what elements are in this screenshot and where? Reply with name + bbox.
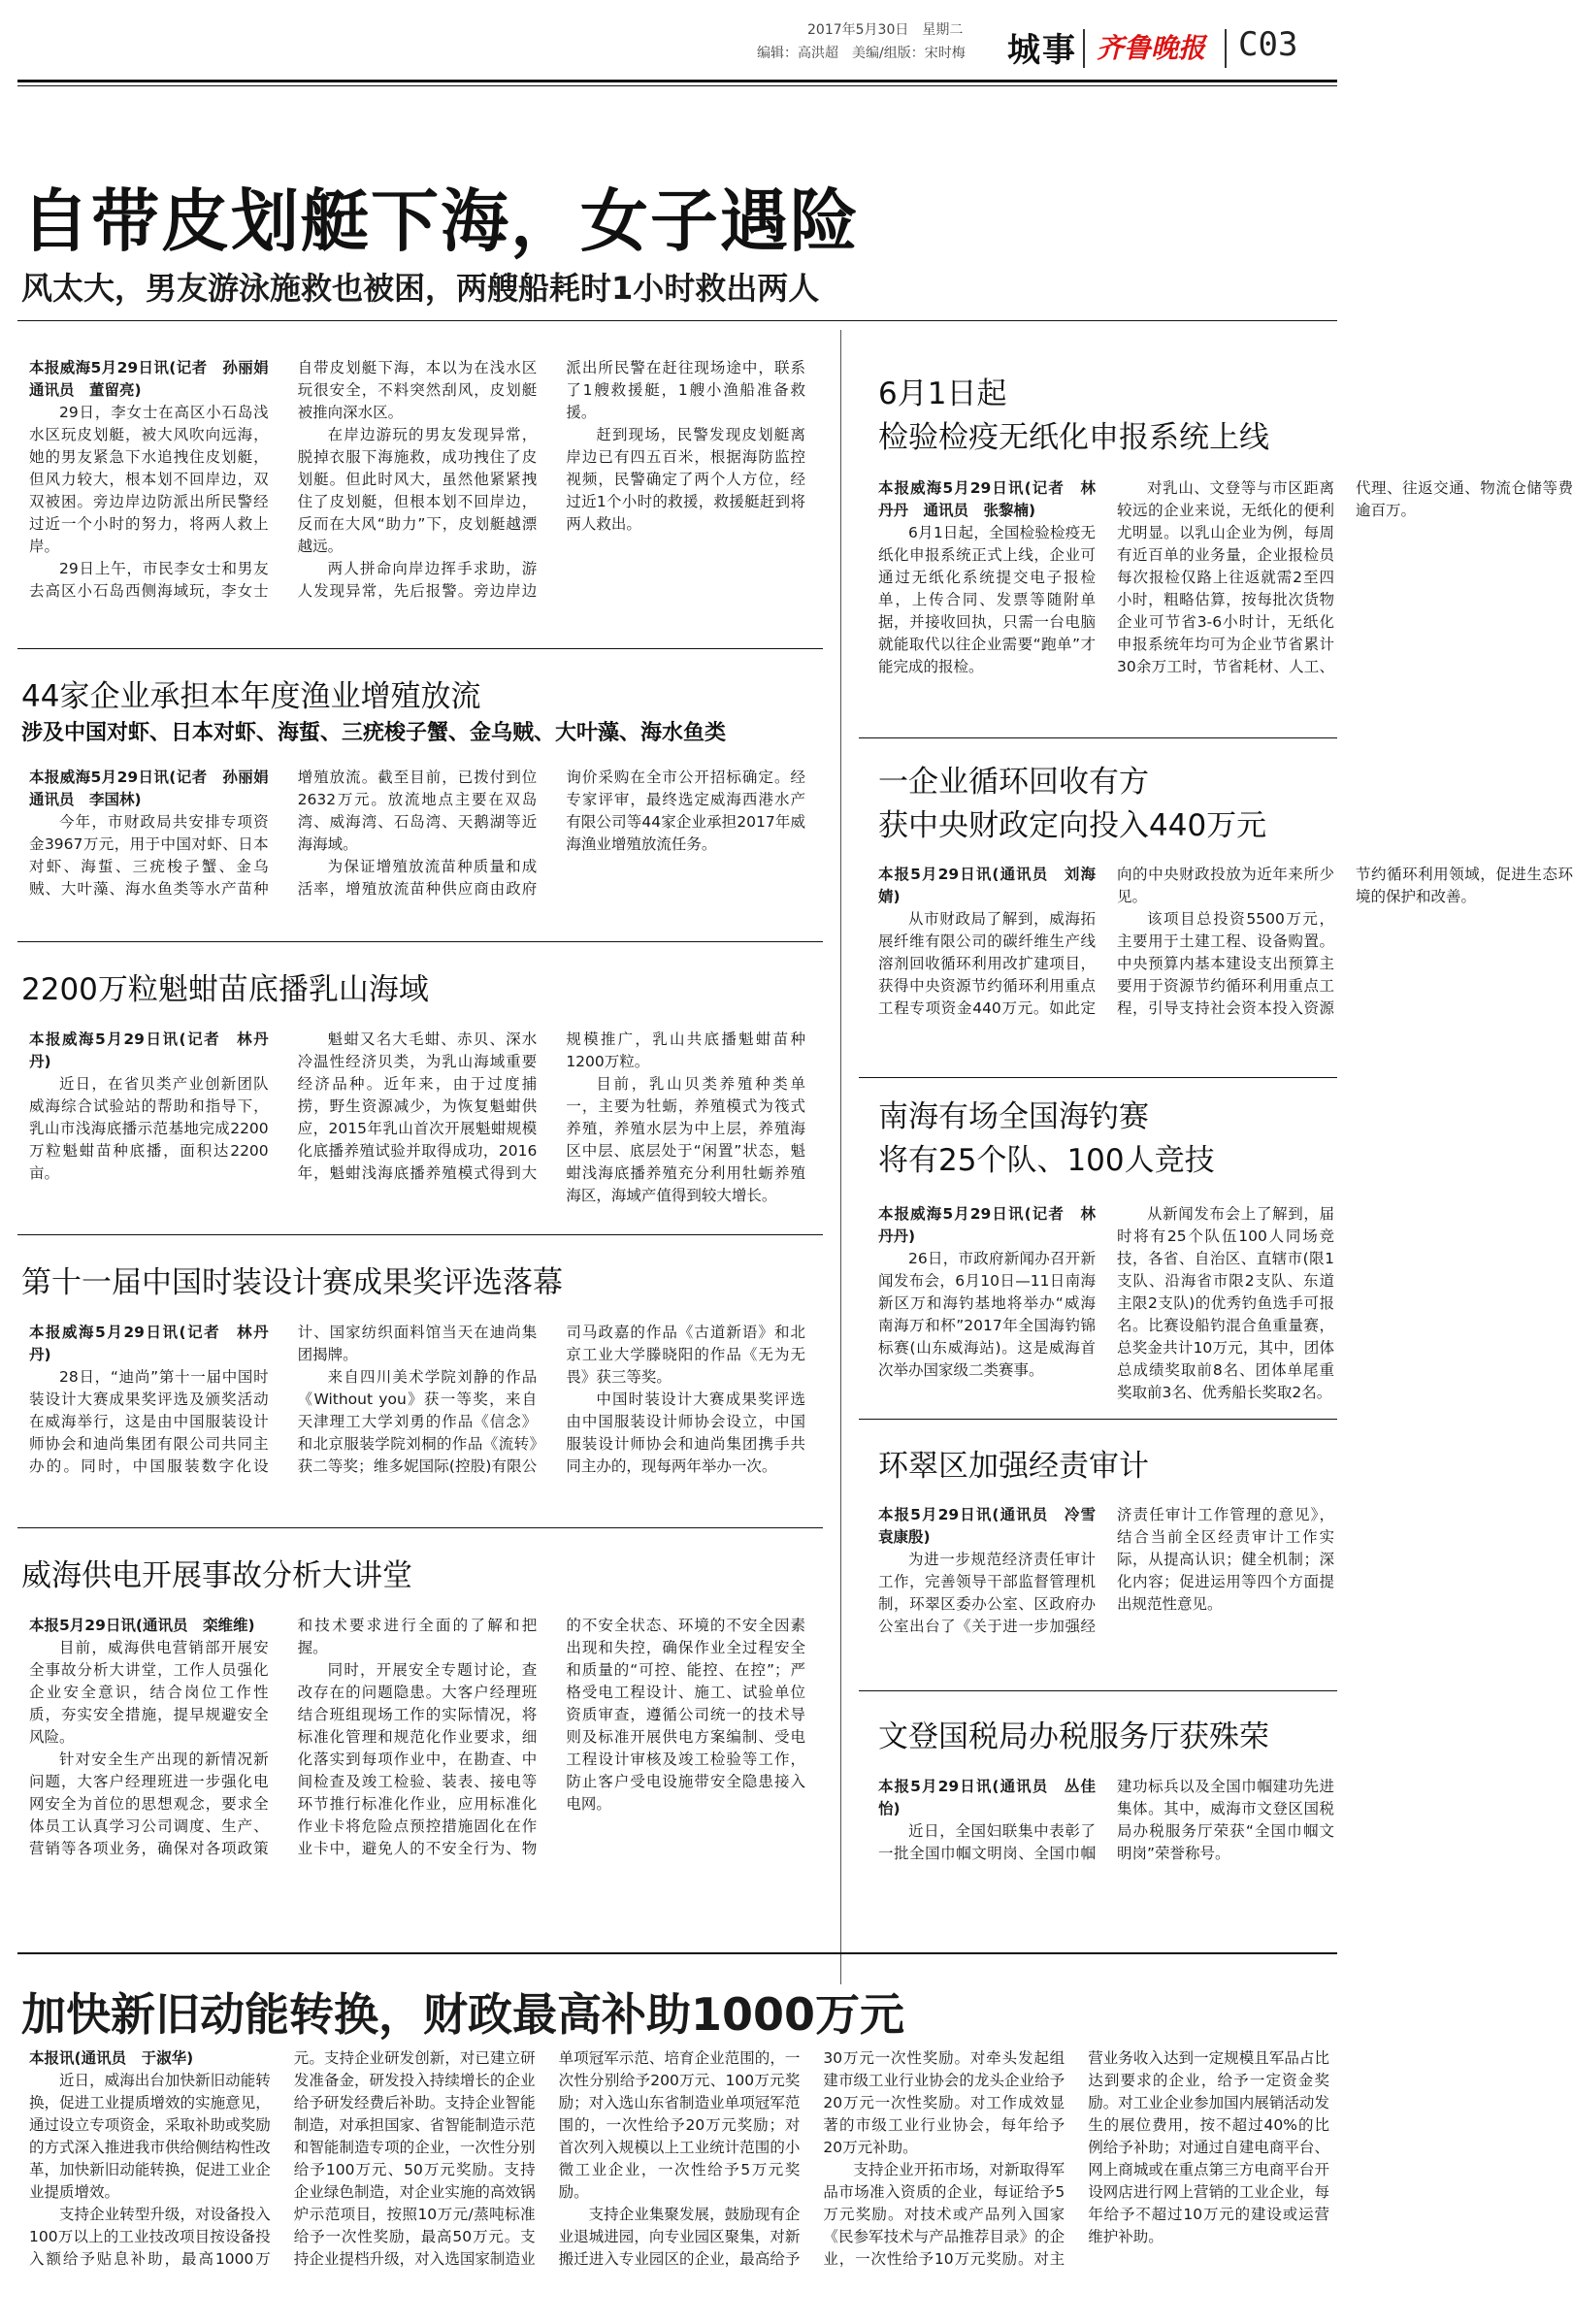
paragraph: 从新闻发布会上了解到，届时将有25个队伍100人同场竞技，各省、自治区、直辖市(限1支队、沿海省市限2支队、东道主限2支队)的优秀钓鱼选手可报名。比赛设船钓混合鱼重量赛，总奖金共计10万元，其中，团体总成绩奖取前8名、团体单尾重奖取前3名、优秀船长奖取2名。 xyxy=(1117,1205,1334,1401)
paragraph: 从市财政局了解到，威海拓展纤维有限公司的碳纤维生产线溶剂回收循环利用改扩建项目，获得中央资源节约循环利用重点工程专项资金440万元。如此定向的中央财政投放为近年来所少见。 xyxy=(878,866,1334,1017)
paragraph: 支持企业转型升级，对设备投入100万以上的工业技改项目按设备投入额给予贴息补助，最高1000万元。支持企业研发创新，对已建立研发准备金，研发投入持续增长的企业给予研发经费后补助。支持企业智能制造，对承担国家、省智能制造示范和智能制造专项的企业，一次性分别给予100万元、50万元奖励。支持企业绿色制造，对企业实施的高效锅炉示范项目，按照10万元/蒸吨标准给予一次性奖励，最高50万元。支持企业提档升级，对入选国家制造业单项冠军示范、培育企业范围的，一次性分别给予200万元、100万元奖励；对入选山东省制造业单项冠军范围的，一次性给予20万元奖励；对首次列入规模以上工业统计范围的小微工业企业，一次性给予5万元奖励。 xyxy=(29,2049,801,2268)
paragraph: 为保证增殖放流苗种质量和成活率，增殖放流苗种供应商由政府询价采购在全市公开招标确定。经专家评审，最终选定威海西港水产有限公司等44家企业承担2017年威海渔业增殖放流任务。 xyxy=(297,769,805,898)
paragraph: 同时，开展安全专题讨论，查改存在的问题隐患。大客户经理班结合班组现场工作的实际情况，将标准化管理和规范化作业要求，细化落实到每项作业中，在勘查、中间检查及竣工检验、装表、接电等环节推行标准化作业，应用标准化作业卡将危险点预控措施固化在作业卡中，避免人的不安全行为、物的不安全状态、环境的不安全因素出现和失控，确保作业全过程安全和质量的“可控、能控、在控”；严格受电工程设计、施工、试验单位资质审查，遵循公司统一的技术导则及标准开展供电方案编制、受电工程设计审核及竣工检验等工作，防止客户受电设施带安全隐患接入电网。 xyxy=(297,1617,805,1857)
tax-body: 本报5月29日讯(通讯员 丛佳怡) 近日，全国妇联集中表彰了一批全国巾帼文明岗、全国巾帼建功标兵以及全国巾帼建功先进集体。其中，威海市文登区国税局办税服务厅荣获“全国巾帼文明岗”荣誉称号。 xyxy=(878,1776,1334,1892)
byline: 本报威海5月29日讯(记者 孙丽娟 通讯员 董留亮) xyxy=(29,359,284,399)
paragraph: 29日，李女士在高区小石岛浅水区玩皮划艇，被大风吹向远海，她的男友紧急下水追拽住皮划艇，但风力较大，根本划不回岸边，双双被困。旁边岸边防派出所民警经过近一个小时的努力，将两人救上岸。 xyxy=(29,404,269,555)
fishing-body: 本报威海5月29日讯(记者 林丹丹) 26日，市政府新闻办召开新闻发布会，6月10日—11日南海新区万和海钓基地将举办“威海南海万和杯”2017年全国海钓锦标赛(山东威海站)。这是威海首次举办国家级二类赛事。 从新闻发布会上了解到，届时将有25个队伍100人同场竞技，各省、自治区、直辖市(限1支队、沿海省市限2支队、东道主限2支队)的优秀钓鱼选手可报名。比赛设船钓混合鱼重量赛，总奖金共计10万元，其中，团体总成绩奖取前8名、团体单尾重奖取前3名、优秀船长奖取2名。 xyxy=(878,1203,1334,1407)
paragraph: 针对安全生产出现的新情况新问题，大客户经理班进一步强化电网安全为首位的思想观念，要求全体员工认真学习公司调度、生产、营销等各项业务，确保对各项政策和技术要求进行全面的了解和把握。 xyxy=(29,1617,538,1857)
paragraph: 28日，“迪尚”第十一届中国时装设计大赛成果奖评选及颁奖活动在威海举行，这是由中国服装设计师协会和迪尚集团有限公司共同主办的。同时，中国服装数字化设计、国家纺织面料馆当天在迪尚集团揭牌。 xyxy=(29,1324,538,1475)
paragraph: 该项目总投资5500万元，主要用于土建工程、设备购置。中央预算内基本建设支出预算主要用于资源节约循环利用重点工程，引导支持社会资本投入资源节约循环利用领域，促进生态环境的保护和改善。 xyxy=(1117,866,1573,1017)
inspection-body: 本报威海5月29日讯(记者 林丹丹 通讯员 张黎楠) 6月1日起，全国检验检疫无纸化申报系统正式上线，企业可通过无纸化系统提交电子报检单，上传合同、发票等随附单据，并接收回执，只需一台电脑就能取代以往企业需要“跑单”才能完成的报检。 对乳山、文登等与市区距离较远的企业来说，无纸化的便利尤明显。以乳山企业为例，每周有近百单的业务量，企业报检员每次报检仅路上往返就需2至四小时，粗略估算，按每批次货物企业可节省3-6小时计，无纸化申报系统年均可为企业节省累计30余万工时，节省耗材、人工、代理、往返交通、物流仓储等费逾百万。 xyxy=(878,477,1334,720)
issue-date: 2017年5月30日 星期二 xyxy=(807,22,964,38)
paragraph: 支持企业集聚发展，鼓励现有企业退城进园，向专业园区聚集，对新搬迁进入专业园区的企业，最高给予30万元一次性奖励。对牵头发起组建市级工业行业协会的龙头企业给予20万元一次性奖励。对工作成效显著的市级工业行业协会，每年给予20万元补助。 xyxy=(558,2049,1065,2268)
column-divider xyxy=(840,330,841,1984)
fishing-headline-line2: 将有25个队、100人竞技 xyxy=(878,1143,1215,1178)
newspaper-logo: 齐鲁晚报 xyxy=(1097,32,1206,64)
fishing-headline-line1: 南海有场全国海钓赛 xyxy=(878,1099,1149,1134)
paragraph: 对乳山、文登等与市区距离较远的企业来说，无纸化的便利尤明显。以乳山企业为例，每周有近百单的业务量，企业报检员每次报检仅路上往返就需2至四小时，粗略估算，按每批次货物企业可节省3-6小时计，无纸化申报系统年均可为企业节省累计30余万工时，节省耗材、人工、代理、往返交通、物流仓储等费逾百万。 xyxy=(1117,479,1573,675)
paragraph: 近日，全国妇联集中表彰了一批全国巾帼文明岗、全国巾帼建功标兵以及全国巾帼建功先进集体。其中，威海市文登区国税局办税服务厅荣获“全国巾帼文明岗”荣誉称号。 xyxy=(878,1778,1334,1862)
fishery-headline: 44家企业承担本年度渔业增殖放流 xyxy=(21,679,481,714)
header-rule xyxy=(17,80,1337,82)
audit-body: 本报5月29日讯(通讯员 冷雪 袁康殷) 为进一步规范经济责任审计工作，完善领导干部监督管理机制，环翠区委办公室、区政府办公室出台了《关于进一步加强经济责任审计工作管理的意见》，结合当前全区经责审计工作实际，从提高认识；健全机制；深化内容；促进运用等四个方面提出规范性意见。 xyxy=(878,1504,1334,1640)
fishery-body: 本报威海5月29日讯(记者 孙丽娟 通讯员 李国林) 今年，市财政局共安排专项资金3967万元，用于中国对虾、日本对虾、海蜇、三疣梭子蟹、金乌贼、大叶藻、海水鱼类等水产苗种增殖放流。截至目前，已拨付到位2632万元。放流地点主要在双岛湾、威海湾、石岛湾、天鹅湖等近海海域。 为保证增殖放流苗种质量和成活率，增殖放流苗种供应商由政府询价采购在全市公开招标确定。经专家评审，最终选定威海西港水产有限公司等44家企业承担2017年威海渔业增殖放流任务。 xyxy=(29,767,805,922)
editor-credits: 编辑：高洪超 美编/组版：宋时梅 xyxy=(757,46,966,61)
header-rule xyxy=(17,85,1337,86)
lead-subheadline: 风太大，男友游泳施救也被困，两艘船耗时1小时救出两人 xyxy=(21,270,820,307)
audit-headline: 环翠区加强经责审计 xyxy=(878,1449,1149,1484)
clam-headline: 2200万粒魁蚶苗底播乳山海域 xyxy=(21,972,429,1007)
lead-headline: 自带皮划艇下海，女子遇险 xyxy=(21,181,860,261)
section-rule xyxy=(17,1234,823,1235)
section-rule xyxy=(859,1690,1337,1691)
lead-rule xyxy=(17,320,1337,321)
header-divider xyxy=(1083,29,1085,68)
section-name: 城事 xyxy=(1007,31,1077,70)
section-rule xyxy=(859,737,1337,738)
energy-body: 本报讯(通讯员 于淑华) 近日，威海出台加快新旧动能转换，促进工业提质增效的实施意见，通过设立专项资金，采取补助或奖励的方式深入推进我市供给侧结构性改革，加快新旧动能转换，促进工业企业提质增效。 支持企业转型升级，对设备投入100万以上的工业技改项目按设备投入额给予贴息补助，最高1000万元。支持企业研发创新，对已建立研发准备金，研发投入持续增长的企业给予研发经费后补助。支持企业智能制造，对承担国家、省智能制造示范和智能制造专项的企业，一次性分别给予100万元、50万元奖励。支持企业绿色制造，对企业实施的高效锅炉示范项目，按照10万元/蒸吨标准给予一次性奖励，最高50万元。支持企业提档升级，对入选国家制造业单项冠军示范、培育企业范围的，一次性分别给予200万元、100万元奖励；对入选山东省制造业单项冠军范围的，一次性给予20万元奖励；对首次列入规模以上工业统计范围的小微工业企业，一次性给予5万元奖励。 支持企业集聚发展，鼓励现有企业退城进园，向专业园区聚集，对新搬迁进入专业园区的企业，最高给予30万元一次性奖励。对牵头发起组建市级工业行业协会的龙头企业给予20万元一次性奖励。对工作成效显著的市级工业行业协会，每年给予20万元补助。 支持企业开拓市场，对新取得军品市场准入资质的企业，每证给予5万元奖励。对技术或产品列入国家《民参军技术与产品推荐目录》的企业，一次性给予10万元奖励。对主营业务收入达到一定规模且军品占比达到要求的企业，给予一定资金奖励。对工业企业参加国内展销活动发生的展位费用，按不超过40%的比例给予补助；对通过自建电商平台、网上商城或在重点第三方电商平台开设网店进行网上营销的工业企业，每年给予不超过10万元的建设或运营维护补助。 xyxy=(29,2047,1329,2314)
fashion-body: 本报威海5月29日讯(记者 林丹丹) 28日，“迪尚”第十一届中国时装设计大赛成果奖评选及颁奖活动在威海举行，这是由中国服装设计师协会和迪尚集团有限公司共同主办的。同时，中国服装数字化设计、国家纺织面料馆当天在迪尚集团揭牌。 来自四川美术学院刘静的作品《Without you》获一等奖，来自天津理工大学刘勇的作品《信念》和北京服装学院刘桐的作品《流转》获二等奖；维多妮国际(控股)有限公司马政嘉的作品《古道新语》和北京工业大学滕晓阳的作品《无为无畏》获三等奖。 中国时装设计大赛成果奖评选由中国服装设计师协会设立，中国服装设计师协会和迪尚集团携手共同主办的，现每两年举办一次。 xyxy=(29,1322,805,1516)
section-rule xyxy=(17,1527,823,1528)
power-body: 本报5月29日讯(通讯员 栾维维) 目前，威海供电营销部开展安全事故分析大讲堂，工作人员强化企业安全意识，结合岗位工作性质，夯实安全措施，提早规避安全风险。 针对安全生产出现的新情况新问题，大客户经理班进一步强化电网安全为首位的思想观念，要求全体员工认真学习公司调度、生产、营销等各项业务，确保对各项政策和技术要求进行全面的了解和把握。 同时，开展安全专题讨论，查改存在的问题隐患。大客户经理班结合班组现场工作的实际情况，将标准化管理和规范化作业要求，细化落实到每项作业中，在勘查、中间检查及竣工检验、装表、接电等环节推行标准化作业，应用标准化作业卡将危险点预控措施固化在作业卡中，避免人的不安全行为、物的不安全状态、环境的不安全因素出现和失控，确保作业全过程安全和质量的“可控、能控、在控”；严格受电工程设计、施工、试验单位资质审查，遵循公司统一的技术导则及标准开展供电方案编制、受电工程设计审核及竣工检验等工作，防止客户受电设施带安全隐患接入电网。 xyxy=(29,1615,805,1935)
paragraph: 近日，在省贝类产业创新团队威海综合试验站的帮助和指导下，乳山市浅海底播示范基地完成2200万粒魁蚶苗种底播，面积达2200亩。 xyxy=(29,1075,269,1182)
paragraph: 中国时装设计大赛成果奖评选由中国服装设计师协会设立，中国服装设计师协会和迪尚集团携手共同主办的，现每两年举办一次。 xyxy=(566,1391,805,1475)
section-rule xyxy=(859,1419,1337,1420)
paragraph: 赶到现场，民警发现皮划艇离岸边已有四五百米，根据海防监控视频，民警确定了两个人方位，经过近1个小时的救援，救援艇赶到将两人救出。 xyxy=(566,426,805,533)
section-rule xyxy=(859,1077,1337,1078)
section-rule xyxy=(17,941,823,942)
paragraph: 29日上午，市民李女士和男友去高区小石岛西侧海域玩，李女士自带皮划艇下海，本以为在浅水区玩很安全，不料突然刮风，皮划艇被推向深水区。 xyxy=(29,359,538,600)
paragraph: 目前，威海供电营销部开展安全事故分析大讲堂，工作人员强化企业安全意识，结合岗位工作性质，夯实安全措施，提早规避安全风险。 xyxy=(29,1639,269,1746)
tax-headline: 文登国税局办税服务厅获殊荣 xyxy=(878,1719,1269,1754)
fishery-subheadline: 涉及中国对虾、日本对虾、海蜇、三疣梭子蟹、金乌贼、大叶藻、海水鱼类 xyxy=(21,721,727,745)
paragraph: 26日，市政府新闻办召开新闻发布会，6月10日—11日南海新区万和海钓基地将举办“威海南海万和杯”2017年全国海钓锦标赛(山东威海站)。这是威海首次举办国家级二类赛事。 xyxy=(878,1250,1096,1379)
recycle-headline-line2: 获中央财政定向投入440万元 xyxy=(878,808,1267,843)
recycle-body: 本报5月29日讯(通讯员 刘海婧) 从市财政局了解到，威海拓展纤维有限公司的碳纤维生产线溶剂回收循环利用改扩建项目，获得中央资源节约循环利用重点工程专项资金440万元。如此定向的中央财政投放为近年来所少见。 该项目总投资5500万元，主要用于土建工程、设备购置。中央预算内基本建设支出预算主要用于资源节约循环利用重点工程，引导支持社会资本投入资源节约循环利用领域，促进生态环境的保护和改善。 xyxy=(878,864,1334,1063)
paragraph: 两人拼命向岸边挥手求助，游人发现异常，先后报警。旁边岸边派出所民警在赶往现场途中，联系了1艘救援艇，1艘小渔船准备救援。 xyxy=(297,359,805,600)
paragraph: 为进一步规范经济责任审计工作，完善领导干部监督管理机制，环翠区委办公室、区政府办公室出台了《关于进一步加强经济责任审计工作管理的意见》，结合当前全区经责审计工作实际，从提高认识；健全机制；深化内容；促进运用等四个方面提出规范性意见。 xyxy=(878,1506,1334,1635)
section-rule xyxy=(17,648,823,649)
paragraph: 在岸边游玩的男友发现异常，脱掉衣服下海施救，成功拽住了皮划艇。但此时风大，虽然他紧紧拽住了皮划艇，但根本划不回岸边，反而在大风“助力”下，皮划艇越漂越远。 xyxy=(297,426,538,555)
inspection-headline-line1: 6月1日起 xyxy=(878,376,1007,411)
paragraph: 来自四川美术学院刘静的作品《Without you》获一等奖，来自天津理工大学刘勇的作品《信念》和北京服装学院刘桐的作品《流转》获二等奖；维多妮国际(控股)有限公司马政嘉的作品《古道新语》和北京工业大学滕晓阳的作品《无为无畏》获三等奖。 xyxy=(297,1324,805,1475)
paragraph: 近日，威海出台加快新旧动能转换，促进工业提质增效的实施意见，通过设立专项资金，采取补助或奖励的方式深入推进我市供给侧结构性改革，加快新旧动能转换，促进工业企业提质增效。 xyxy=(29,2072,271,2201)
fashion-headline: 第十一届中国时装设计赛成果奖评选落幕 xyxy=(21,1265,563,1300)
header-divider xyxy=(1225,29,1227,68)
inspection-headline-line2: 检验检疫无纸化申报系统上线 xyxy=(878,420,1269,455)
page-number: C03 xyxy=(1238,25,1298,64)
recycle-headline-line1: 一企业循环回收有方 xyxy=(878,765,1149,800)
energy-headline: 加快新旧动能转换，财政最高补助1000万元 xyxy=(21,1988,905,2041)
paragraph: 目前，乳山贝类养殖种类单一，主要为牡蛎，养殖模式为筏式养殖，养殖水层为中上层，养殖海区中层、底层处于“闲置”状态，魁蚶浅海底播养殖充分利用牡蛎养殖海区，海域产值得到较大增长。 xyxy=(566,1075,805,1204)
paragraph: 今年，市财政局共安排专项资金3967万元，用于中国对虾、日本对虾、海蜇、三疣梭子蟹、金乌贼、大叶藻、海水鱼类等水产苗种增殖放流。截至目前，已拨付到位2632万元。放流地点主要在双岛湾、威海湾、石岛湾、天鹅湖等近海海域。 xyxy=(29,769,538,898)
bottom-rule xyxy=(17,1952,1337,1954)
paragraph: 支持企业开拓市场，对新取得军品市场准入资质的企业，每证给予5万元奖励。对技术或产品列入国家《民参军技术与产品推荐目录》的企业，一次性给予10万元奖励。对主营业务收入达到一定规模且军品占比达到要求的企业，给予一定资金奖励。对工业企业参加国内展销活动发生的展位费用，按不超过40%的比例给予补助；对通过自建电商平台、网上商城或在重点第三方电商平台开设网店进行网上营销的工业企业，每年给予不超过10万元的建设或运营维护补助。 xyxy=(823,2049,1329,2268)
paragraph: 魁蚶又名大毛蚶、赤贝、深水冷温性经济贝类，为乳山海域重要经济品种。近年来，由于过度捕捞，野生资源减少，为恢复魁蚶供应，2015年乳山首次开展魁蚶规模化底播养殖试验并取得成功，2016年，魁蚶浅海底播养殖模式得到大规模推广，乳山共底播魁蚶苗种1200万粒。 xyxy=(297,1031,805,1182)
power-headline: 威海供电开展事故分析大讲堂 xyxy=(21,1558,412,1593)
lead-story-body xyxy=(29,357,805,629)
clam-body: 本报威海5月29日讯(记者 林丹丹) 近日，在省贝类产业创新团队威海综合试验站的帮助和指导下，乳山市浅海底播示范基地完成2200万粒魁蚶苗种底播，面积达2200亩。 魁蚶又名大毛蚶、赤贝、深水冷温性经济贝类，为乳山海域重要经济品种。近年来，由于过度捕捞，野生资源减少，为恢复魁蚶供应，2015年乳山首次开展魁蚶规模化底播养殖试验并取得成功，2016年，魁蚶浅海底播养殖模式得到大规模推广，乳山共底播魁蚶苗种1200万粒。 目前，乳山贝类养殖种类单一，主要为牡蛎，养殖模式为筏式养殖，养殖水层为中上层，养殖海区中层、底层处于“闲置”状态，魁蚶浅海底播养殖充分利用牡蛎养殖海区，海域产值得到较大增长。 xyxy=(29,1029,805,1223)
paragraph: 6月1日起，全国检验检疫无纸化申报系统正式上线，企业可通过无纸化系统提交电子报检单，上传合同、发票等随附单据，并接收回执，只需一台电脑就能取代以往企业需要“跑单”才能完成的报检。 xyxy=(878,524,1096,675)
